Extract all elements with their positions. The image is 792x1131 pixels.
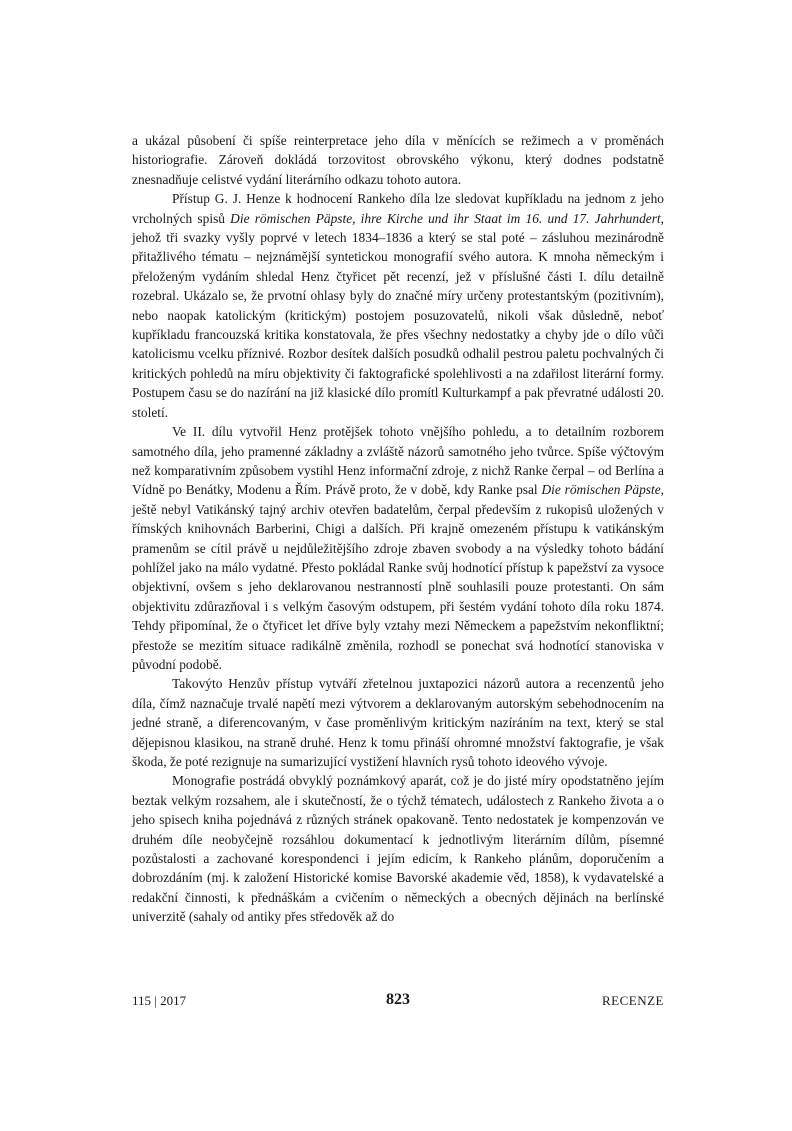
paragraph-text: ještě nebyl Vatikánský tajný archiv otevřen badatelům, čerpal především z rukopisů uložených v římských knihovnách Barberini, Chigi a dalších. Při krajně omezeném přístupu k vatikánským pramenům se cítil právě u nejdůležitějšího zdroje zbaven svobody a na výsledky tohoto bádání pohlížel jako na málo vydatné. Přesto pokládal Ranke svůj hodnotící přístup k papežství za vysoce objektivní, ovšem s jeho deklarovanou nestranností plně souhlasili pouze protestanti. On sám objektivitu zdůrazňoval i s velkým časovým odstupem, při šestém vydání tohoto díla roku 1874. Tehdy připomínal, že o čtyřicet let dříve byly vztahy mezi Německem a papežstvím nekonfliktní; přestože se mezitím situace radikálně změnila, rozhodl se ponechat svá hodnotící stanoviska v původní podobě. — [132, 501, 664, 672]
paragraph-text: Monografie postrádá obvyklý poznámkový aparát, což je do jisté míry opodstatněno jejím beztak velkým rozsahem, ale i skutečností, že o týchž tématech, událostech z Rankeho života a o jeho spisech kniha pojednává z různých stránek opakovaně. Tento nedostatek je kompenzován ve druhém díle neobyčejně rozsáhlou dokumentací k jednotlivým literárním dílům, písemné pozůstalosti a zachované korespondenci i jejím edicím, k Rankeho plánům, doporučením a dobrozdáním (mj. k založení Historické komise Bavorské akademie věd, 1858), k vydavatelské a redakční činnosti, k přednáškám a cvičením o německých a obecných dějinách na berlínské univerzitě (sahaly od antiky přes středověk až do — [132, 773, 664, 925]
section-label: RECENZE — [602, 993, 664, 1008]
italic-title: Die römischen Päpste, ihre Kirche und ihr Staat im 16. und 17. Jahrhundert — [230, 210, 661, 226]
paragraph-text: Ve II. dílu vytvořil Henz protějšek tohoto vnějšího pohledu, a to detailním rozborem samotného díla, jeho pramenné základny a zvláště názorů samotného jeho tvůrce. Spíše výčtovým než komparativním způsobem vystihl Henz informační zdroje, z nichž Ranke čerpal – od Berlína a Vídně po Benátky, Modenu a Řím. Právě proto, že v době, kdy Ranke psal — [132, 424, 664, 498]
paragraph-text: a ukázal působení či spíše reinterpretace jeho díla v měnících se režimech a v proměnách historiografie. Zároveň dokládá torzovitost obrovského výkonu, který dodnes podstatně znesnadňuje celistvé vydání literárního odkazu tohoto autora. — [132, 133, 664, 187]
paragraph-text: Takovýto Henzův přístup vytváří zřetelnou juxtapozici názorů autora a recenzentů jeho díla, čímž naznačuje trvalé napětí mezi výtvorem a deklarovaným autorským sebehodnocením na jedné straně, a diferencovaným, v čase proměnlivým kritickým nazíráním na text, který se stal dějepisnou klasikou, na straně druhé. Henz k tomu přináší ohromné množství faktografie, je však škoda, že poté rezignuje na sumarizující vystižení hlavních rysů tohoto ideového vývoje. — [132, 676, 664, 769]
paragraph-text: , jehož tři svazky vyšly poprvé v letech 1834–1836 a který se stal poté – zásluhou mezinárodně přitažlivého tématu – nejznámější syntetickou monografií svého autora. K mnoha německým i přeloženým vydáním shledal Henz čtyřicet pět recenzí, jež v příslušné části I. dílu detailně rozebral. Ukázalo se, že prvotní ohlasy byly do značné míry určeny protestantským (pozitivním), nebo naopak katolickým (kritickým) postojem posuzovatelů, nikoli však důsledně, neboť kupříkladu francouzská kritika konstatovala, že přes všechny nedostatky a chyby jde o dílo vůči katolicismu vcelku příznivé. Rozbor desítek dalších posudků odhalil pestrou paletu pochvalných či kritických pohledů na míru objektivity či faktografické spolehlivosti a na zdařilost literární formy. Postupem času se do nazírání na již klasické dílo promítl Kulturkampf a pak převratné události 20. století. — [132, 210, 664, 420]
paragraph — [132, 189, 664, 422]
paragraph — [132, 422, 664, 674]
article-body — [132, 131, 664, 927]
issue-label: 115 | 2017 — [132, 993, 187, 1008]
italic-title: Die römischen Päpste, — [541, 482, 665, 498]
paragraph — [132, 674, 664, 771]
paragraph — [132, 771, 664, 926]
page-number: 823 — [386, 991, 410, 1008]
page-footer — [132, 991, 664, 1015]
paragraph-text: Přístup G. J. Henze k hodnocení Rankeho díla lze sledovat kupříkladu na jednom z jeho vrcholných spisů — [132, 191, 664, 226]
paragraph — [132, 131, 664, 189]
